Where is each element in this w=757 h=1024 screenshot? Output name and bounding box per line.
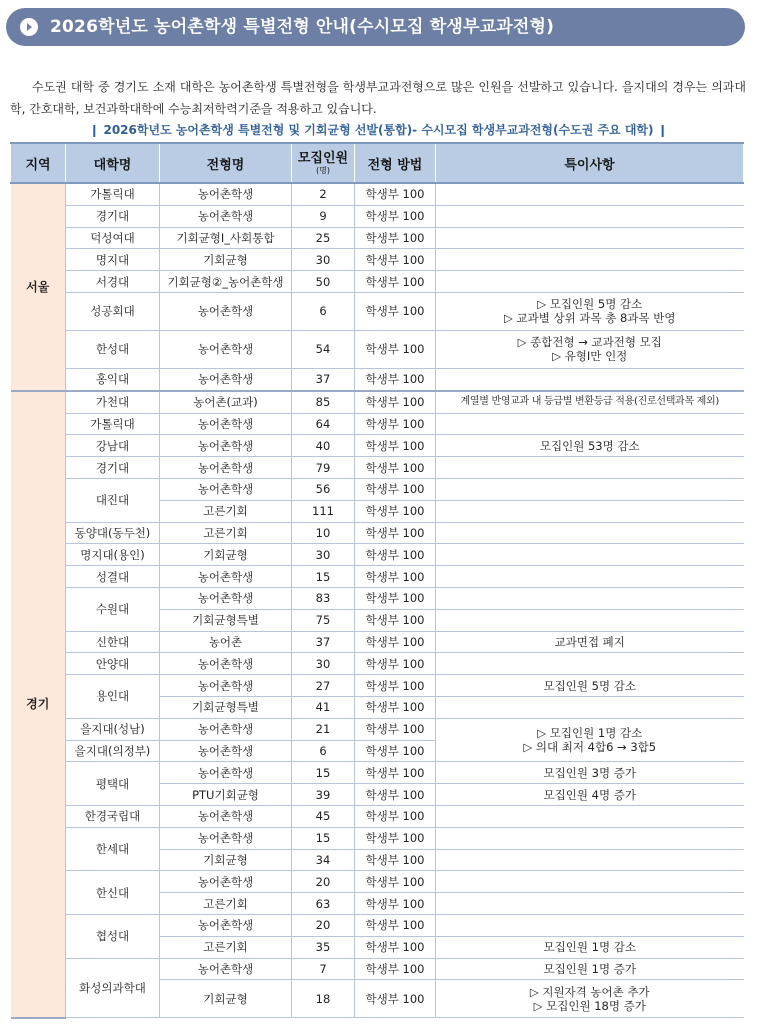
type-cell: 고른기회 [160, 936, 292, 958]
method-cell: 학생부 100 [355, 249, 436, 271]
table-row [11, 391, 744, 413]
note-line: ▷ 교과별 상위 과목 총 8과목 반영 [504, 311, 676, 326]
quota-cell: 35 [292, 936, 355, 958]
note-cell [436, 980, 744, 1018]
method-cell: 학생부 100 [355, 292, 436, 330]
univ-cell: 홍익대 [66, 368, 160, 390]
type-cell: 농어촌학생 [160, 566, 292, 588]
type-cell: 농어촌학생 [160, 457, 292, 479]
type-cell: 기회균형 [160, 849, 292, 871]
table-row [11, 958, 744, 980]
type-cell: 농어촌학생 [160, 478, 292, 500]
note-cell [436, 609, 744, 631]
type-cell: 농어촌학생 [160, 762, 292, 784]
univ-cell: 강남대 [66, 435, 160, 457]
note-cell: 모집인원 1명 감소 [436, 936, 744, 958]
table-row [11, 183, 744, 205]
quota-cell: 27 [292, 675, 355, 697]
note-cell [436, 805, 744, 827]
note-cell [436, 183, 744, 205]
section-title: 2026학년도 농어촌학생 특별전형 안내(수시모집 학생부교과전형) [50, 17, 555, 37]
quota-cell: 54 [292, 330, 355, 368]
method-cell: 학생부 100 [355, 435, 436, 457]
univ-cell: 덕성여대 [66, 227, 160, 249]
table-row [11, 330, 744, 368]
note-cell [436, 413, 744, 435]
type-cell: 기회균형특별 [160, 609, 292, 631]
quota-cell: 30 [292, 544, 355, 566]
header-region: 지역 [11, 143, 66, 183]
method-cell: 학생부 100 [355, 478, 436, 500]
note-cell [436, 893, 744, 915]
univ-cell: 을지대(의정부) [66, 740, 160, 762]
univ-cell: 성결대 [66, 566, 160, 588]
type-cell: 농어촌학생 [160, 368, 292, 390]
table-row [11, 435, 744, 457]
univ-cell: 경기대 [66, 205, 160, 227]
note-cell: 계열별 반영교과 내 등급별 변환등급 적용(진로선택과목 제외) [436, 391, 744, 413]
quota-cell: 50 [292, 271, 355, 293]
table-row [11, 762, 744, 784]
note-cell [436, 271, 744, 293]
method-cell: 학생부 100 [355, 566, 436, 588]
method-cell: 학생부 100 [355, 871, 436, 893]
type-cell: 농어촌학생 [160, 183, 292, 205]
table-row [11, 249, 744, 271]
method-cell: 학생부 100 [355, 718, 436, 740]
intro-paragraph: 수도권 대학 중 경기도 소재 대학은 농어촌학생 특별전형을 학생부교과전형으로 많은 인원을 선발하고 있습니다. 을지대의 경우는 의과대학, 간호대학, 보건과학대학에 수능최저학력기준을 적용하고 있습니다. [10, 80, 746, 116]
admissions-table [10, 142, 744, 1019]
univ-cell: 경기대 [66, 457, 160, 479]
method-cell: 학생부 100 [355, 675, 436, 697]
note-cell [436, 330, 744, 368]
note-line: ▷ 모집인원 18명 증가 [533, 998, 646, 1013]
region-cell-seoul: 서울 [11, 183, 66, 391]
header-quota-unit: (명) [316, 166, 330, 175]
note-cell [436, 587, 744, 609]
note-cell [436, 871, 744, 893]
header-method: 전형 방법 [355, 143, 436, 183]
table-row [11, 827, 744, 849]
note-cell [436, 849, 744, 871]
quota-cell: 10 [292, 522, 355, 544]
table-row [11, 271, 744, 293]
note-cell [436, 827, 744, 849]
type-cell: 농어촌학생 [160, 653, 292, 675]
method-cell: 학생부 100 [355, 893, 436, 915]
table-row [11, 675, 744, 697]
quota-cell: 7 [292, 958, 355, 980]
method-cell: 학생부 100 [355, 522, 436, 544]
method-cell: 학생부 100 [355, 457, 436, 479]
univ-cell: 명지대(용인) [66, 544, 160, 566]
type-cell: 농어촌학생 [160, 914, 292, 936]
univ-cell: 명지대 [66, 249, 160, 271]
note-cell [436, 227, 744, 249]
method-cell: 학생부 100 [355, 696, 436, 718]
region-cell-gyeonggi: 경기 [11, 391, 66, 1018]
table-title: ❙ 2026학년도 농어촌학생 특별전형 및 기회균형 선발(통합)- 수시모집 학생부교과전형(수도권 주요 대학) ❙ [89, 123, 668, 137]
type-cell: 농어촌학생 [160, 587, 292, 609]
quota-cell: 9 [292, 205, 355, 227]
quota-cell: 34 [292, 849, 355, 871]
quota-cell: 30 [292, 653, 355, 675]
quota-cell: 111 [292, 500, 355, 522]
method-cell: 학생부 100 [355, 271, 436, 293]
note-cell [436, 500, 744, 522]
quota-cell: 79 [292, 457, 355, 479]
method-cell: 학생부 100 [355, 958, 436, 980]
table-row [11, 718, 744, 740]
method-cell: 학생부 100 [355, 827, 436, 849]
univ-cell: 가톨릭대 [66, 183, 160, 205]
type-cell: PTU기회균형 [160, 784, 292, 806]
quota-cell: 25 [292, 227, 355, 249]
note-cell [436, 544, 744, 566]
univ-cell: 안양대 [66, 653, 160, 675]
univ-cell: 용인대 [66, 675, 160, 719]
type-cell: 농어촌학생 [160, 413, 292, 435]
table-row [11, 653, 744, 675]
quota-cell: 85 [292, 391, 355, 413]
type-cell: 농어촌학생 [160, 805, 292, 827]
method-cell: 학생부 100 [355, 413, 436, 435]
table-row [11, 227, 744, 249]
univ-cell: 가천대 [66, 391, 160, 413]
table-row [11, 914, 744, 936]
table-row [11, 805, 744, 827]
type-cell: 농어촌 [160, 631, 292, 653]
type-cell: 농어촌학생 [160, 292, 292, 330]
table-title-text: 2026학년도 농어촌학생 특별전형 및 기회균형 선발(통합)- 수시모집 학생부교과전형(수도권 주요 대학) [103, 123, 654, 137]
note-line: ▷ 모집인원 5명 감소 [537, 297, 643, 312]
type-cell: 농어촌학생 [160, 435, 292, 457]
method-cell: 학생부 100 [355, 330, 436, 368]
note-cell [436, 696, 744, 718]
type-cell: 고른기회 [160, 522, 292, 544]
method-cell: 학생부 100 [355, 391, 436, 413]
quota-cell: 2 [292, 183, 355, 205]
note-cell: 모집인원 1명 증가 [436, 958, 744, 980]
type-cell: 기회균형 [160, 980, 292, 1018]
quota-cell: 21 [292, 718, 355, 740]
type-cell: 농어촌학생 [160, 958, 292, 980]
note-line: ▷ 지원자격 농어촌 추가 [529, 984, 650, 999]
note-cell [436, 718, 744, 762]
univ-cell: 평택대 [66, 762, 160, 806]
method-cell: 학생부 100 [355, 762, 436, 784]
type-cell: 농어촌학생 [160, 827, 292, 849]
table-row [11, 587, 744, 609]
type-cell: 농어촌학생 [160, 718, 292, 740]
method-cell: 학생부 100 [355, 914, 436, 936]
type-cell: 기회균형Ⅰ_사회통합 [160, 227, 292, 249]
note-cell [436, 205, 744, 227]
arrow-bullet-icon [20, 18, 38, 36]
table-row [11, 631, 744, 653]
quota-cell: 40 [292, 435, 355, 457]
type-cell: 농어촌학생 [160, 871, 292, 893]
quota-cell: 56 [292, 478, 355, 500]
type-cell: 고른기회 [160, 893, 292, 915]
univ-cell: 서경대 [66, 271, 160, 293]
method-cell: 학생부 100 [355, 805, 436, 827]
quota-cell: 20 [292, 871, 355, 893]
quota-cell: 63 [292, 893, 355, 915]
note-cell [436, 249, 744, 271]
univ-cell: 협성대 [66, 914, 160, 958]
note-cell [436, 368, 744, 390]
quota-cell: 37 [292, 368, 355, 390]
quota-cell: 39 [292, 784, 355, 806]
univ-cell: 한신대 [66, 871, 160, 915]
type-cell: 고른기회 [160, 500, 292, 522]
quota-cell: 15 [292, 827, 355, 849]
method-cell: 학생부 100 [355, 849, 436, 871]
method-cell: 학생부 100 [355, 500, 436, 522]
method-cell: 학생부 100 [355, 205, 436, 227]
univ-cell: 성공회대 [66, 292, 160, 330]
quota-cell: 6 [292, 292, 355, 330]
univ-cell: 가톨릭대 [66, 413, 160, 435]
type-cell: 기회균형②_농어촌학생 [160, 271, 292, 293]
quota-cell: 15 [292, 762, 355, 784]
table-row [11, 292, 744, 330]
univ-cell: 한세대 [66, 827, 160, 871]
quota-cell: 75 [292, 609, 355, 631]
method-cell: 학생부 100 [355, 227, 436, 249]
quota-cell: 64 [292, 413, 355, 435]
method-cell: 학생부 100 [355, 587, 436, 609]
quota-cell: 37 [292, 631, 355, 653]
note-cell: 모집인원 4명 증가 [436, 784, 744, 806]
method-cell: 학생부 100 [355, 183, 436, 205]
method-cell: 학생부 100 [355, 368, 436, 390]
univ-cell: 동양대(동두천) [66, 522, 160, 544]
univ-cell: 대진대 [66, 478, 160, 522]
header-quota-label: 모집인원 [297, 151, 349, 166]
header-note: 특이사항 [436, 143, 744, 183]
quota-cell: 20 [292, 914, 355, 936]
table-row [11, 457, 744, 479]
method-cell: 학생부 100 [355, 609, 436, 631]
table-row [11, 478, 744, 500]
method-cell: 학생부 100 [355, 980, 436, 1018]
method-cell: 학생부 100 [355, 653, 436, 675]
type-cell: 농어촌학생 [160, 330, 292, 368]
type-cell: 기회균형 [160, 249, 292, 271]
quota-cell: 45 [292, 805, 355, 827]
table-row [11, 205, 744, 227]
note-cell [436, 653, 744, 675]
type-cell: 기회균형 [160, 544, 292, 566]
quota-cell: 83 [292, 587, 355, 609]
type-cell: 기회균형특별 [160, 696, 292, 718]
univ-cell: 을지대(성남) [66, 718, 160, 740]
univ-cell: 화성의과학대 [66, 958, 160, 1018]
header-type: 전형명 [160, 143, 292, 183]
quota-cell: 15 [292, 566, 355, 588]
table-row [11, 871, 744, 893]
note-cell [436, 457, 744, 479]
table-row [11, 566, 744, 588]
method-cell: 학생부 100 [355, 631, 436, 653]
note-cell [436, 292, 744, 330]
method-cell: 학생부 100 [355, 740, 436, 762]
type-cell: 농어촌학생 [160, 205, 292, 227]
type-cell: 농어촌(교과) [160, 391, 292, 413]
note-cell: 모집인원 3명 증가 [436, 762, 744, 784]
table-header-row [11, 143, 744, 183]
method-cell: 학생부 100 [355, 544, 436, 566]
quota-cell: 41 [292, 696, 355, 718]
type-cell: 농어촌학생 [160, 675, 292, 697]
table-row [11, 522, 744, 544]
method-cell: 학생부 100 [355, 936, 436, 958]
univ-cell: 한성대 [66, 330, 160, 368]
quota-cell: 30 [292, 249, 355, 271]
quota-cell: 6 [292, 740, 355, 762]
header-quota [292, 143, 355, 183]
note-cell [436, 914, 744, 936]
note-cell [436, 478, 744, 500]
note-cell: 모집인원 53명 감소 [436, 435, 744, 457]
table-row [11, 544, 744, 566]
table-row [11, 368, 744, 390]
note-line: ▷ 모집인원 1명 감소 [537, 726, 643, 741]
note-line: ▷ 유형Ⅰ만 인정 [552, 349, 628, 364]
header-university: 대학명 [66, 143, 160, 183]
univ-cell: 신한대 [66, 631, 160, 653]
note-line: ▷ 의대 최저 4합6 → 3합5 [523, 740, 657, 755]
note-cell: 모집인원 5명 감소 [436, 675, 744, 697]
univ-cell: 수원대 [66, 587, 160, 631]
section-header-bar [6, 8, 745, 46]
note-cell [436, 566, 744, 588]
note-line: ▷ 종합전형 → 교과전형 모집 [517, 335, 662, 350]
univ-cell: 한경국립대 [66, 805, 160, 827]
method-cell: 학생부 100 [355, 784, 436, 806]
note-cell [436, 522, 744, 544]
table-row [11, 413, 744, 435]
quota-cell: 18 [292, 980, 355, 1018]
note-cell: 교과면접 폐지 [436, 631, 744, 653]
type-cell: 농어촌학생 [160, 740, 292, 762]
